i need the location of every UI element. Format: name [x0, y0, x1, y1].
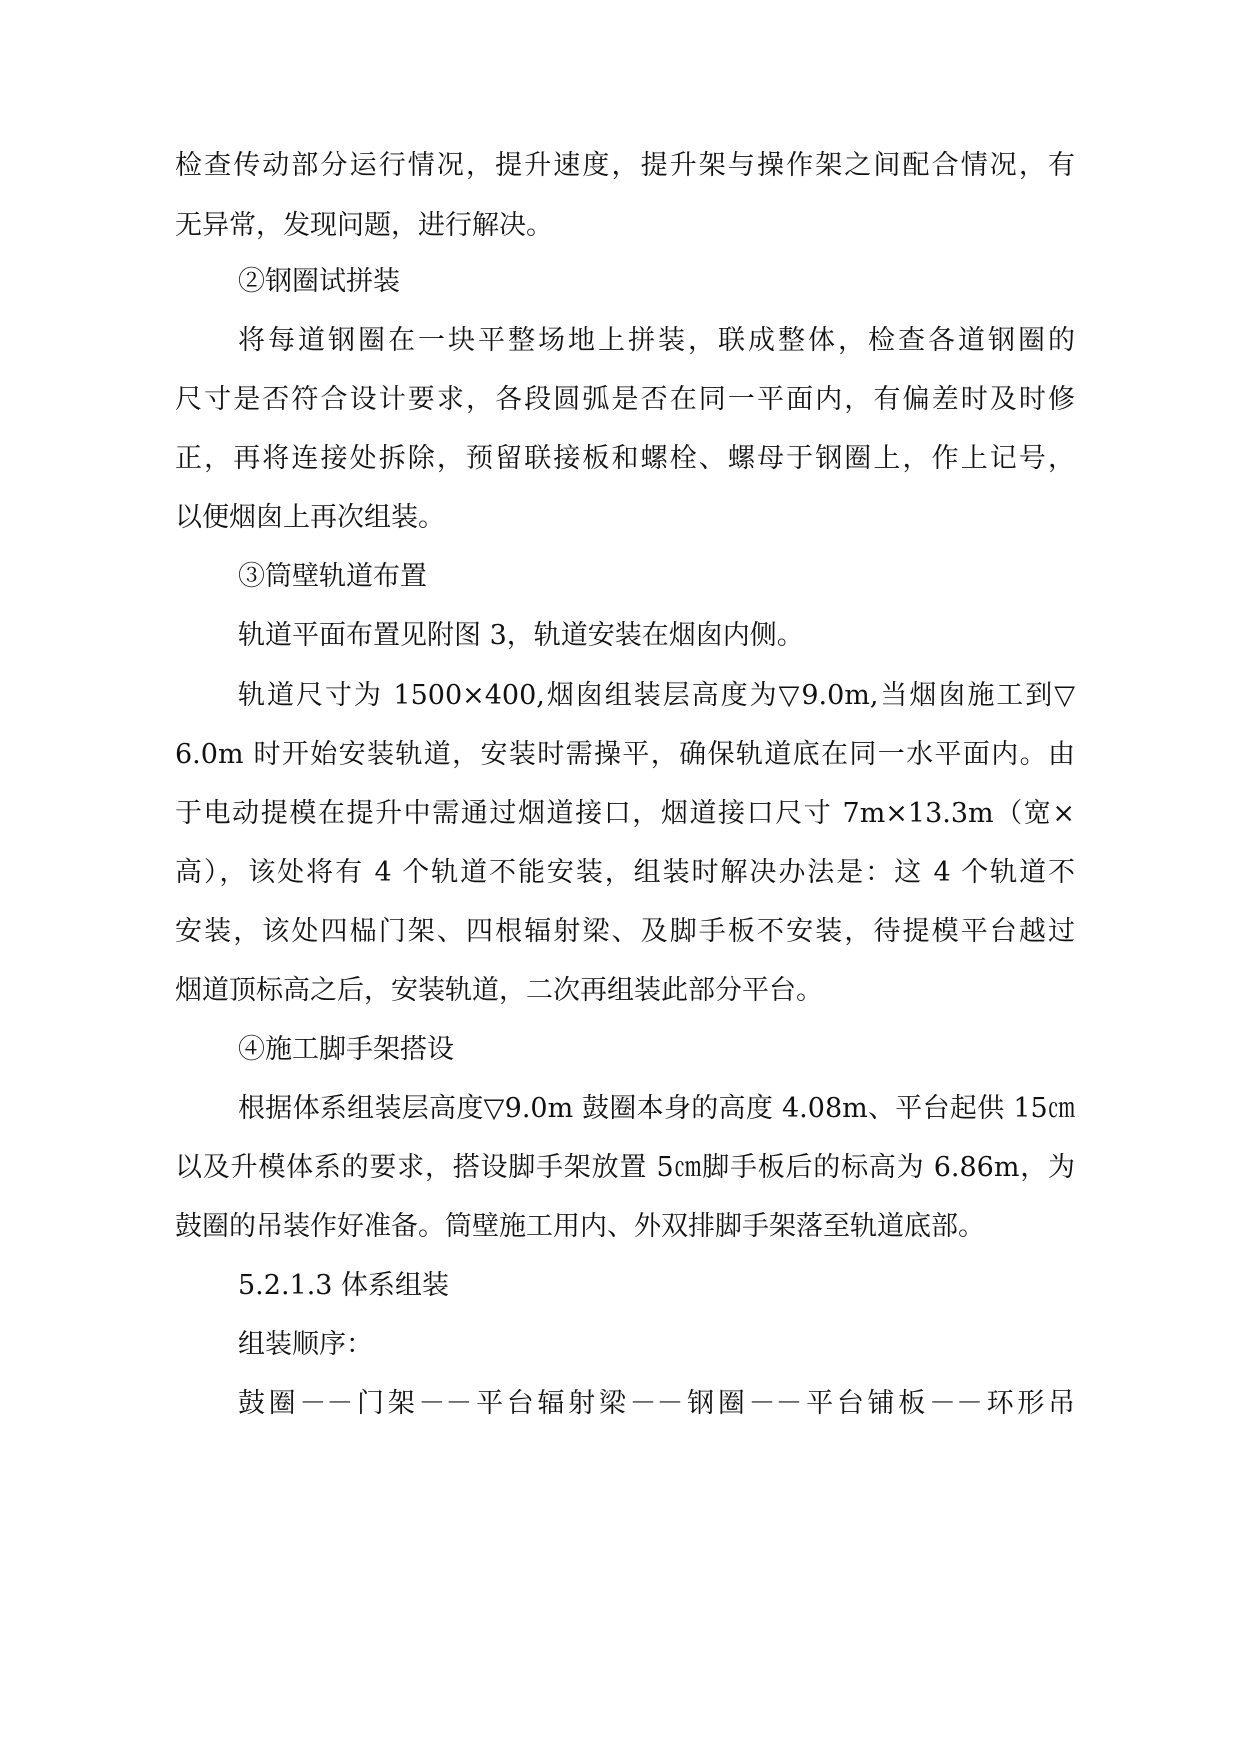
- body-text-line: 轨道平面布置见附图 3，轨道安装在烟囱内侧。: [238, 620, 804, 651]
- body-text-line: 正，再将连接处拆除，预留联接板和螺栓、螺母于钢圈上，作上记号，: [175, 443, 1075, 474]
- body-text-line: 轨道尺寸为 1500×400,烟囱组装层高度为▽9.0m,当烟囱施工到▽: [238, 680, 1075, 711]
- body-text-line: 组装顺序：: [238, 1329, 373, 1360]
- body-text-line: 安装，该处四榀门架、四根辐射梁、及脚手板不安装，待提模平台越过: [175, 916, 1075, 947]
- body-text-line: 无异常，发现问题，进行解决。: [175, 210, 553, 241]
- section-heading: ③筒壁轨道布置: [238, 561, 427, 592]
- section-heading: ②钢圈试拼装: [238, 266, 400, 297]
- body-text-line: 根据体系组装层高度▽9.0m 鼓圈本身的高度 4.08m、平台起供 15㎝: [238, 1093, 1075, 1124]
- body-text-line: 尺寸是否符合设计要求，各段圆弧是否在同一平面内，有偏差时及时修: [175, 384, 1075, 415]
- body-text-line: 烟道顶标高之后，安装轨道，二次再组装此部分平台。: [175, 975, 823, 1006]
- body-text-line: 鼓圈的吊装作好准备。筒壁施工用内、外双排脚手架落至轨道底部。: [175, 1211, 985, 1242]
- body-text-line: 以及升模体系的要求，搭设脚手架放置 5㎝脚手板后的标高为 6.86m，为: [175, 1152, 1075, 1183]
- body-text-line: 于电动提模在提升中需通过烟道接口，烟道接口尺寸 7m×13.3m（宽×: [175, 798, 1075, 829]
- body-text-line: 鼓圈－－门架－－平台辐射梁－－钢圈－－平台铺板－－环形吊: [238, 1388, 1075, 1419]
- body-text-line: 检查传动部分运行情况，提升速度，提升架与操作架之间配合情况，有: [175, 150, 1075, 181]
- body-text-line: 将每道钢圈在一块平整场地上拼装，联成整体，检查各道钢圈的: [238, 325, 1075, 356]
- body-text-line: 6.0m 时开始安装轨道，安装时需操平，确保轨道底在同一水平面内。由: [175, 739, 1075, 770]
- body-text-line: 高），该处将有 4 个轨道不能安装，组装时解决办法是：这 4 个轨道不: [175, 857, 1075, 888]
- body-text-line: 以便烟囱上再次组装。: [175, 502, 445, 533]
- section-heading: ④施工脚手架搭设: [238, 1034, 454, 1065]
- section-heading: 5.2.1.3 体系组装: [238, 1270, 450, 1301]
